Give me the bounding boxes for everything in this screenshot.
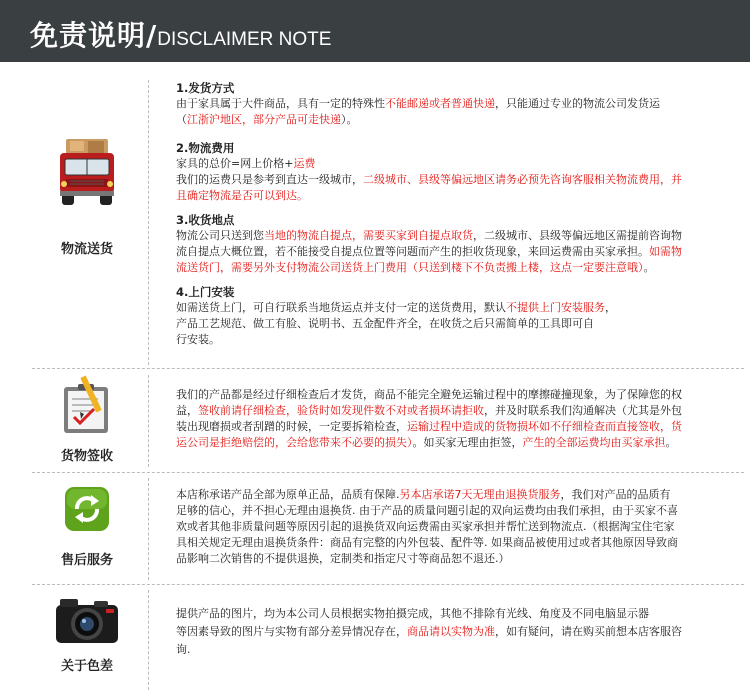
camera-icon — [32, 595, 142, 649]
section-after-sales — [32, 473, 742, 583]
shipping-block — [176, 80, 696, 128]
color-diff-line-2: 等因素导致的图片与实物有部分差异情况存在，商品请以实物为准，如有疑问，请在购买前想本店客服咨 — [176, 625, 682, 638]
cost-block — [176, 140, 696, 204]
title-en: DISCLAIMER NOTE — [157, 29, 332, 50]
vertical-divider-1 — [148, 80, 149, 365]
section-signing — [32, 369, 742, 469]
header-bar — [0, 0, 750, 62]
shipping-title: 1.发货方式 — [176, 81, 235, 95]
label-after-sales: 售后服务 — [60, 553, 113, 568]
install-title: 4.上门安装 — [176, 285, 235, 299]
vertical-divider-4 — [148, 590, 149, 690]
vertical-divider-2 — [148, 375, 149, 467]
section-color-diff — [32, 585, 742, 694]
after-sales-line-5: 品影响二次销售的不提供退换，定制类和指定尺寸等商品恕不退还.） — [176, 552, 510, 565]
cost-line-2: 我们的运费只是参考到直达一级城市，二级城市、县级等偏远地区请务必预先咨询客服相关物流费用，并 — [176, 173, 682, 186]
signing-line-4: 运公司是拒绝赔偿的，会给您带来不必要的损失）。如买家无理由拒签，产生的全部运费均由买家承担。 — [176, 436, 677, 449]
vertical-divider-3 — [148, 478, 149, 580]
after-sales-line-3: 欢或者其他非质量问题等原因引起的退换货双向运费需由买家承担并帮忙送到物流点.（根据淘宝住宅家 — [176, 520, 675, 533]
color-diff-line-3: 询. — [176, 643, 191, 656]
pickup-title: 3.收货地点 — [176, 213, 235, 227]
install-line-3: 行安装。 — [176, 333, 220, 346]
title-cn: 免责说明/ — [30, 19, 158, 52]
install-line-2: 产品工艺规范、做工有脸、说明书、五金配件齐全，在收货之后只需简单的工具即可自 — [176, 317, 594, 330]
install-line-1: 如需送货上门，可自行联系当地货运点并支付一定的送货费用，默认不提供上门安装服务， — [176, 301, 616, 314]
after-sales-line-2: 足够的信心，并不担心无理由退换货. 由于产品的质量问题引起的双向运费均由我们承担，由于买家不喜 — [176, 504, 678, 517]
after-sales-line-1: 本店称承诺产品全部为原单正品，品质有保障.另本店承诺7天无理由退换货服务，我们对产品的品质有 — [176, 488, 671, 501]
signing-line-3: 装出现磨损或者刮蹭的时候，一定要拆箱检查，运输过程中造成的货物损坏如不仔细检查而直接签收，货 — [176, 420, 682, 433]
after-sales-content — [176, 487, 696, 567]
cost-line-3: 且确定物流是否可以到达。 — [176, 189, 308, 202]
page-title — [30, 14, 331, 54]
label-color-diff: 关于色差 — [60, 659, 113, 674]
truck-icon — [32, 137, 142, 213]
after-sales-line-4: 具相关规定无理由退换货条件：商品有完整的内外包装、配件等. 如果商品被使用过或者其他原因导致商 — [176, 536, 678, 549]
color-diff-content — [176, 605, 696, 659]
pickup-block — [176, 212, 696, 276]
pickup-line-2: 流自提点大概位置，若不能接受自提点位置等问题而产生的拒收货现象，来回运费需由买家承担。如需物 — [176, 245, 682, 258]
cost-title: 2.物流费用 — [176, 141, 235, 155]
refresh-icon — [32, 487, 142, 535]
shipping-line-1: 由于家具属于大件商品，具有一定的特殊性不能邮递或者普通快递，只能通过专业的物流公司发货运 — [176, 97, 660, 110]
pickup-line-1: 物流公司只送到您当地的物流自提点，需要买家到自提点取货，二级城市、县级等偏远地区需提前咨询物 — [176, 229, 682, 242]
signing-line-2: 益，签收前请仔细检查，验货时如发现件数不对或者损坏请拒收，并及时联系我们沟通解决（尤其是外包 — [176, 404, 682, 417]
signing-line-1: 我们的产品都是经过仔细检查后才发货，商品不能完全避免运输过程中的摩擦碰撞现象，为了保障您的权 — [176, 388, 682, 401]
label-logistics: 物流送货 — [60, 242, 113, 257]
logistics-content — [176, 80, 696, 354]
label-signing: 货物签收 — [60, 449, 113, 464]
shipping-line-2: （江浙沪地区，部分产品可走快递）。 — [176, 113, 358, 126]
cost-line-1: 家具的总价=网上价格+运费 — [176, 157, 316, 170]
color-diff-line-1: 提供产品的图片，均为本公司人员根据实物拍摄完成，其他不排除有光线、角度及不同电脑显示器 — [176, 607, 649, 620]
signing-content — [176, 387, 696, 451]
pickup-line-3: 流送货门，需要另外支付物流公司送货上门费用（只送到楼下不负责搬上楼，这点一定要注意哦）。 — [176, 261, 655, 274]
install-block — [176, 284, 696, 348]
clipboard-pencil-icon — [32, 375, 142, 441]
section-logistics — [32, 62, 742, 362]
